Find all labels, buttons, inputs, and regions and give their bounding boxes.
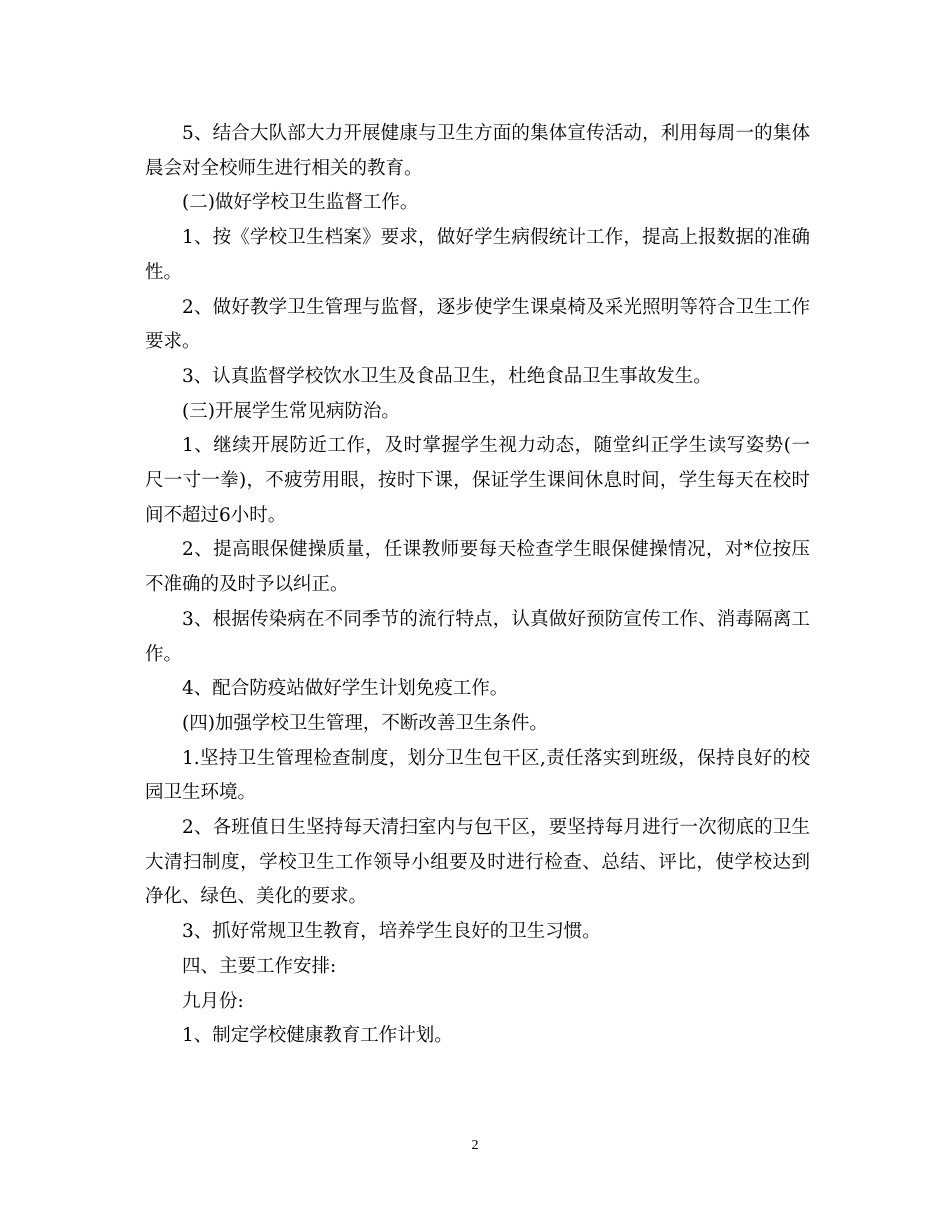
paragraph-item-2-teaching-hygiene: 2、做好教学卫生管理与监督，逐步使学生课桌椅及采光照明等符合卫生工作要求。 [145, 296, 810, 353]
paragraph-item-5-publicity: 5、结合大队部大力开展健康与卫生方面的集体宣传活动，利用每周一的集体晨会对全校师生进行相关的教育。 [145, 123, 810, 179]
page-number: 2 [471, 1138, 479, 1153]
paragraph-item-3-food-safety: 3、认真监督学校饮水卫生及食品卫生，杜绝食品卫生事故发生。 [182, 365, 712, 387]
month-heading-september: 九月份: [182, 990, 244, 1012]
paragraph-item-3-habits: 3、抓好常规卫生教育，培养学生良好的卫生习惯。 [182, 921, 601, 943]
paragraph-item-3-infectious-disease: 3、根据传染病在不同季节的流行特点，认真做好预防宣传工作、消毒隔离工作。 [145, 608, 810, 665]
paragraph-item-1-plan: 1、制定学校健康教育工作计划。 [182, 1025, 453, 1047]
paragraph-item-1-inspection: 1.坚持卫生管理检查制度，划分卫生包干区,责任落实到班级，保持良好的校园卫生环境。 [145, 747, 810, 804]
section-heading-disease-prevention: (三)开展学生常见病防治。 [182, 400, 400, 422]
section-heading-hygiene-supervision: (二)做好学校卫生监督工作。 [182, 192, 419, 214]
paragraph-item-4-vaccination: 4、配合防疫站做好学生计划免疫工作。 [182, 678, 509, 700]
paragraph-item-1-sick-leave: 1、按《学校卫生档案》要求，做好学生病假统计工作，提高上报数据的准确性。 [145, 227, 810, 283]
section-heading-work-schedule: 四、主要工作安排: [182, 955, 337, 977]
paragraph-item-2-eye-exercises: 2、提高眼保健操质量，任课教师要每天检查学生眼保健操情况，对*位按压不准确的及时予以纠正。 [145, 539, 810, 596]
paragraph-item-2-cleaning: 2、各班值日生坚持每天清扫室内与包干区，要坚持每月进行一次彻底的卫生大清扫制度，学校卫生工作领导小组要及时进行检查、总结、评比，使学校达到净化、绿色、美化的要求。 [145, 817, 810, 908]
document-body [145, 117, 810, 1054]
paragraph-item-1-myopia: 1、继续开展防近工作，及时掌握学生视力动态，随堂纠正学生读写姿势(一尺一寸一拳)，不疲劳用眼，按时下课，保证学生课间休息时间，学生每天在校时间不超过6小时。 [145, 435, 810, 526]
section-heading-hygiene-management: (四)加强学校卫生管理，不断改善卫生条件。 [182, 712, 548, 734]
